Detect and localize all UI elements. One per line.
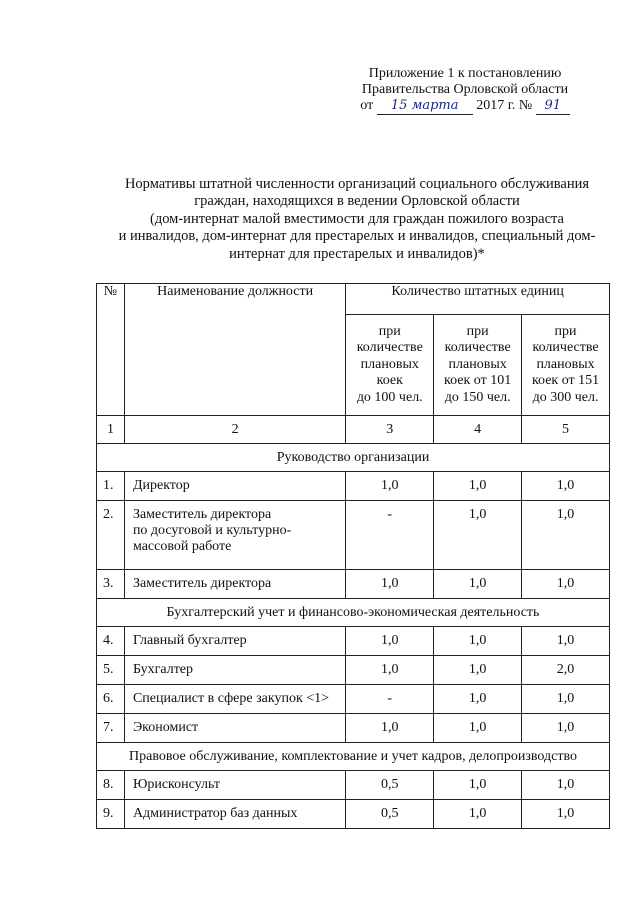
title-line: Нормативы штатной численности организаций социального обслуживания [124, 176, 590, 192]
header-col5-line: до 300 чел. [532, 389, 599, 405]
title-line: (дом-интернат малой вместимости для граждан пожилого возраста [150, 210, 564, 227]
table-row [97, 714, 610, 743]
section-title: Бухгалтерский учет и финансово-экономическая деятельность [97, 599, 610, 627]
header-col3 [346, 315, 434, 416]
header-col4-line: количестве [444, 340, 511, 356]
table-row [97, 656, 610, 685]
row-value-col4: 1,0 [434, 656, 522, 685]
header-col3-line: плановых [360, 356, 419, 372]
row-position-line: по досуговой и культурно- [132, 523, 292, 538]
appendix-header [340, 66, 590, 116]
row-num: 6. [97, 685, 125, 714]
header-col3-line: коек [376, 373, 403, 389]
header-col5 [522, 315, 610, 416]
header-col4 [434, 315, 522, 416]
row-value-col4: 1,0 [434, 800, 522, 829]
row-position: Директор [124, 472, 345, 501]
header-col5-line: плановых [536, 356, 595, 372]
row-value-col3: 1,0 [346, 472, 434, 501]
appendix-from: от [360, 98, 374, 113]
row-value-col3: 1,0 [346, 627, 434, 656]
row-value-col4: 1,0 [434, 771, 522, 800]
row-value-col5: 1,0 [522, 800, 610, 829]
header-num: № [97, 284, 125, 416]
appendix-line3 [340, 98, 590, 116]
section-title: Правовое обслуживание, комплектование и учет кадров, делопроизводство [97, 743, 610, 771]
table-row [97, 627, 610, 656]
row-value-col4: 1,0 [434, 570, 522, 599]
row-position-line: Заместитель директора [132, 507, 272, 522]
header-col3-line: до 100 чел. [356, 389, 423, 405]
appendix-date-handwritten: 15 марта [377, 98, 473, 115]
staffing-norms-table [96, 283, 610, 829]
header-col4-line: плановых [448, 356, 507, 372]
row-position: Заместитель директора [124, 570, 345, 599]
row-value-col5: 1,0 [522, 627, 610, 656]
row-value-col4: 1,0 [434, 472, 522, 501]
title-line: интернат для престарелых и инвалидов)* [229, 245, 485, 262]
title-line: и инвалидов, дом-интернат для престарелых и инвалидов, специальный дом- [118, 228, 596, 245]
header-col4-line: при [466, 323, 489, 339]
column-number: 4 [434, 416, 522, 444]
appendix-number-handwritten: 91 [536, 98, 570, 115]
row-value-col3: 0,5 [346, 800, 434, 829]
header-position: Наименование должности [124, 284, 345, 416]
row-value-col4: 1,0 [434, 627, 522, 656]
row-position-line: массовой работе [132, 539, 232, 554]
row-num: 8. [97, 771, 125, 800]
row-num: 9. [97, 800, 125, 829]
header-col3-line: при [378, 323, 401, 339]
table-row [97, 800, 610, 829]
table-row [97, 771, 610, 800]
row-value-col3: - [346, 685, 434, 714]
row-value-col5: 1,0 [522, 771, 610, 800]
row-position: Бухгалтер [124, 656, 345, 685]
row-value-col3: - [346, 501, 434, 570]
row-position: Юрисконсульт [124, 771, 345, 800]
section-title: Руководство организации [97, 444, 610, 472]
table-row [97, 570, 610, 599]
row-num: 1. [97, 472, 125, 501]
header-quantity: Количество штатных единиц [346, 284, 610, 315]
row-value-col3: 1,0 [346, 656, 434, 685]
column-number-row [97, 416, 610, 444]
row-position: Экономист [124, 714, 345, 743]
row-value-col4: 1,0 [434, 685, 522, 714]
header-col3-line: количестве [356, 340, 423, 356]
appendix-line1: Приложение 1 к постановлению [368, 66, 562, 81]
table-row [97, 472, 610, 501]
row-position: Главный бухгалтер [124, 627, 345, 656]
row-value-col3: 0,5 [346, 771, 434, 800]
row-value-col5: 1,0 [522, 685, 610, 714]
row-num: 2. [97, 501, 125, 570]
document-title [96, 176, 618, 263]
row-value-col3: 1,0 [346, 714, 434, 743]
row-num: 4. [97, 627, 125, 656]
header-col5-line: коек от 151 [531, 373, 600, 389]
column-number: 2 [124, 416, 345, 444]
row-num: 7. [97, 714, 125, 743]
row-value-col5: 1,0 [522, 501, 610, 570]
row-position: Специалист в сфере закупок <1> [124, 685, 345, 714]
column-number: 3 [346, 416, 434, 444]
header-col4-line: до 150 чел. [444, 389, 511, 405]
column-number: 5 [522, 416, 610, 444]
title-line: граждан, находящихся в ведении Орловской области [194, 193, 520, 210]
row-value-col3: 1,0 [346, 570, 434, 599]
appendix-line2: Правительства Орловской области [361, 82, 569, 97]
header-col4-line: коек от 101 [444, 373, 512, 389]
row-value-col5: 2,0 [522, 656, 610, 685]
row-position: Администратор баз данных [124, 800, 345, 829]
header-col5-line: количестве [532, 340, 599, 356]
column-number: 1 [97, 416, 125, 444]
row-value-col5: 1,0 [522, 714, 610, 743]
row-value-col4: 1,0 [434, 501, 522, 570]
row-position [124, 501, 345, 570]
row-value-col5: 1,0 [522, 570, 610, 599]
row-num: 5. [97, 656, 125, 685]
table-row [97, 501, 610, 570]
header-col5-line: при [554, 323, 577, 339]
row-num: 3. [97, 570, 125, 599]
row-value-col4: 1,0 [434, 714, 522, 743]
appendix-year: 2017 г. № [476, 98, 533, 113]
row-value-col5: 1,0 [522, 472, 610, 501]
table-row [97, 685, 610, 714]
